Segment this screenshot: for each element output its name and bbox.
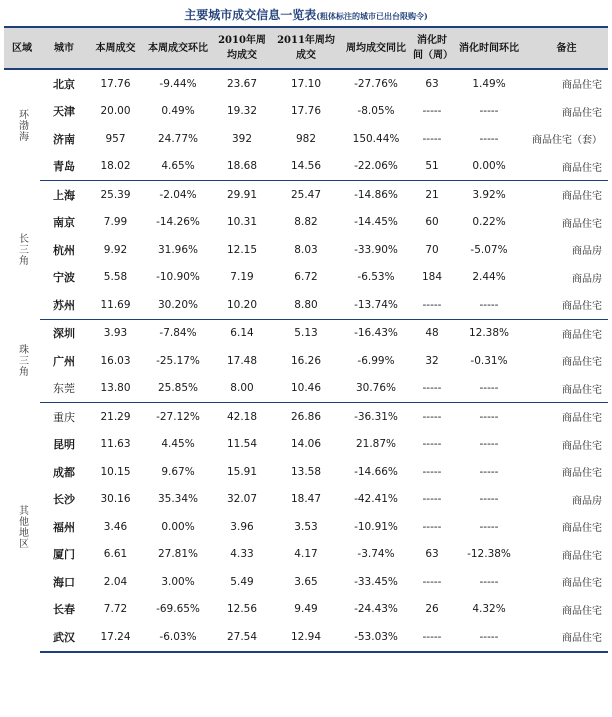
weekly-volume-cell: 11.69 xyxy=(88,291,143,319)
weekly-change-cell: -14.26% xyxy=(156,216,200,229)
absorption-change-cell: ----- xyxy=(479,105,499,118)
avg-2010-cell: 12.15 xyxy=(226,243,258,256)
absorption-weeks-cell: ----- xyxy=(422,465,442,478)
yoy-cell: -6.53% xyxy=(357,271,395,284)
avg-2010-cell: 12.56 xyxy=(226,603,258,616)
weekly-change-cell: 31.96% xyxy=(157,243,199,256)
city-cell: 厦门 xyxy=(53,548,75,562)
avg-2010-cell: 29.91 xyxy=(226,188,258,201)
weekly-volume-cell: 957 xyxy=(105,132,126,145)
yoy-cell: -33.45% xyxy=(354,575,398,588)
table-row xyxy=(4,236,608,264)
avg-2011-cell: 8.80 xyxy=(271,291,341,319)
note-cell: 商品住宅 xyxy=(562,107,602,119)
absorption-weeks-cell: 63 xyxy=(425,77,439,90)
avg-2010-cell: 6.14 xyxy=(230,327,254,340)
note-cell: 商品住宅 xyxy=(562,523,602,535)
weekly-change-cell: 27.81% xyxy=(157,548,199,561)
avg-2010-cell: 392 xyxy=(231,132,253,145)
region-label: 环渤海 xyxy=(16,108,28,142)
avg-2011-cell: 5.13 xyxy=(294,327,318,340)
weekly-volume-cell: 30.16 xyxy=(100,493,131,506)
city-cell: 昆明 xyxy=(53,438,75,452)
avg-2011-cell: 14.06 xyxy=(290,438,322,451)
weekly-volume-cell: 5.58 xyxy=(103,271,128,284)
table-row xyxy=(4,98,608,126)
weekly-volume-cell: 3.46 xyxy=(103,520,128,533)
region-label: 长三角 xyxy=(16,233,28,267)
absorption-change-cell: 0.22% xyxy=(472,216,506,229)
table-row xyxy=(4,458,608,486)
table-title xyxy=(0,6,612,23)
table-row xyxy=(4,264,608,292)
absorption-weeks-cell: 63 xyxy=(425,548,439,561)
yoy-cell: -8.05% xyxy=(357,105,395,118)
city-cell: 长春 xyxy=(53,603,75,617)
header-weekly-change: 本周成交环比 xyxy=(143,27,213,69)
weekly-volume-cell: 6.61 xyxy=(103,548,128,561)
city-cell: 东莞 xyxy=(40,375,88,403)
table-body xyxy=(4,69,608,652)
yoy-cell: -24.43% xyxy=(354,603,398,616)
note-cell: 商品住宅 xyxy=(562,329,602,341)
table-row xyxy=(4,291,608,319)
yoy-cell: -13.74% xyxy=(341,291,411,319)
avg-2011-cell: 3.53 xyxy=(294,520,318,533)
region-label: 珠三角 xyxy=(16,344,28,378)
absorption-weeks-cell: ----- xyxy=(411,291,453,319)
yoy-cell: -22.06% xyxy=(341,153,411,181)
note-cell: 商品房 xyxy=(572,273,602,285)
absorption-weeks-cell: ----- xyxy=(422,105,442,118)
absorption-weeks-cell: ----- xyxy=(411,623,453,652)
weekly-volume-cell: 11.63 xyxy=(100,438,131,451)
avg-2010-cell: 11.54 xyxy=(226,438,258,451)
city-cell: 宁波 xyxy=(53,271,75,285)
note-cell: 商品房 xyxy=(572,495,602,507)
absorption-weeks-cell: ----- xyxy=(422,575,442,588)
avg-2010-cell: 23.67 xyxy=(226,77,258,90)
city-cell: 杭州 xyxy=(53,243,75,257)
table-row xyxy=(4,181,608,209)
weekly-change-cell: -9.44% xyxy=(159,77,197,90)
weekly-change-cell: 25.85% xyxy=(143,375,213,403)
header-2011-avg: 2011年周均成交 xyxy=(271,27,341,69)
city-cell: 广州 xyxy=(53,354,75,368)
note-cell: 商品住宅 xyxy=(562,550,602,562)
avg-2011-cell: 9.49 xyxy=(294,603,318,616)
note-cell: 商品住宅 xyxy=(562,357,602,369)
yoy-cell: -3.74% xyxy=(357,548,395,561)
weekly-volume-cell: 7.99 xyxy=(103,216,128,229)
weekly-change-cell: -27.12% xyxy=(156,410,200,423)
absorption-change-cell: 2.44% xyxy=(472,271,506,284)
city-cell: 福州 xyxy=(53,520,75,534)
yoy-cell: 21.87% xyxy=(355,438,397,451)
note-cell: 商品住宅 xyxy=(562,413,602,425)
avg-2010-cell: 18.68 xyxy=(213,153,271,181)
absorption-weeks-cell: ----- xyxy=(422,410,442,423)
header-weekly-volume: 本周成交 xyxy=(88,27,143,69)
avg-2011-cell: 6.72 xyxy=(294,271,318,284)
title-text: 主要城市成交信息一览表 xyxy=(184,8,317,22)
table-row xyxy=(4,319,608,347)
avg-2010-cell: 27.54 xyxy=(213,623,271,652)
absorption-change-cell: 0.00% xyxy=(453,153,525,181)
weekly-change-cell: -69.65% xyxy=(156,603,200,616)
table-row xyxy=(4,623,608,652)
table-row xyxy=(4,69,608,98)
avg-2011-cell: 26.86 xyxy=(290,410,322,423)
note-cell: 商品住宅 xyxy=(525,291,608,319)
yoy-cell: -36.31% xyxy=(354,410,398,423)
note-cell: 商品住宅 xyxy=(562,80,602,92)
title-note: (粗体标注的城市已出台限购令) xyxy=(316,11,428,21)
avg-2011-cell: 17.76 xyxy=(290,105,322,118)
weekly-volume-cell: 7.72 xyxy=(103,603,128,616)
city-cell: 北京 xyxy=(53,77,75,91)
avg-2010-cell: 19.32 xyxy=(226,105,258,118)
city-cell: 天津 xyxy=(53,105,75,119)
yoy-cell: -16.43% xyxy=(354,327,398,340)
absorption-change-cell: 3.92% xyxy=(472,188,506,201)
weekly-change-cell: -10.90% xyxy=(156,271,200,284)
absorption-change-cell: ----- xyxy=(479,520,499,533)
weekly-change-cell: 3.00% xyxy=(161,575,195,588)
absorption-change-cell: ----- xyxy=(479,132,499,145)
absorption-change-cell: -12.38% xyxy=(467,548,511,561)
table-row xyxy=(4,541,608,569)
city-cell: 深圳 xyxy=(53,327,75,341)
note-cell: 商品住宅 xyxy=(525,375,608,403)
avg-2011-cell: 4.17 xyxy=(294,548,318,561)
absorption-weeks-cell: 70 xyxy=(425,243,439,256)
avg-2010-cell: 8.00 xyxy=(213,375,271,403)
weekly-volume-cell: 10.15 xyxy=(100,465,131,478)
avg-2010-cell: 7.19 xyxy=(230,271,254,284)
absorption-weeks-cell: 184 xyxy=(421,271,443,284)
weekly-volume-cell: 3.93 xyxy=(103,327,128,340)
header-city: 城市 xyxy=(40,27,88,69)
weekly-change-cell: -6.03% xyxy=(143,623,213,652)
note-cell: 商品住宅 xyxy=(525,153,608,181)
absorption-weeks-cell: ----- xyxy=(422,438,442,451)
note-cell: 商品住宅 xyxy=(562,191,602,203)
avg-2011-cell: 16.26 xyxy=(290,354,322,367)
absorption-change-cell: ----- xyxy=(453,375,525,403)
avg-2010-cell: 5.49 xyxy=(230,575,254,588)
weekly-change-cell: 0.49% xyxy=(161,105,195,118)
weekly-change-cell: 30.20% xyxy=(143,291,213,319)
avg-2010-cell: 15.91 xyxy=(226,465,258,478)
weekly-change-cell: 9.67% xyxy=(161,465,195,478)
yoy-cell: -33.90% xyxy=(354,243,398,256)
avg-2010-cell: 10.31 xyxy=(226,216,258,229)
absorption-weeks-cell: 26 xyxy=(425,603,439,616)
yoy-cell: 30.76% xyxy=(341,375,411,403)
header-note: 备注 xyxy=(525,27,608,69)
weekly-change-cell: -25.17% xyxy=(156,354,200,367)
avg-2011-cell: 8.82 xyxy=(294,216,318,229)
note-cell: 商品住宅 xyxy=(562,440,602,452)
avg-2010-cell: 32.07 xyxy=(226,493,258,506)
table-row xyxy=(4,596,608,624)
note-cell: 商品住宅 xyxy=(562,578,602,590)
avg-2011-cell: 18.47 xyxy=(290,493,322,506)
note-cell: 商品房 xyxy=(572,246,602,258)
city-transactions-table xyxy=(4,26,608,653)
table-row xyxy=(4,347,608,375)
yoy-cell: -53.03% xyxy=(341,623,411,652)
avg-2011-cell: 982 xyxy=(295,132,317,145)
header-region: 区域 xyxy=(4,27,40,69)
note-cell: 商品住宅 xyxy=(562,468,602,480)
absorption-weeks-cell: 48 xyxy=(425,327,439,340)
weekly-volume-cell: 17.24 xyxy=(88,623,143,652)
weekly-volume-cell: 2.04 xyxy=(103,575,128,588)
avg-2011-cell: 12.94 xyxy=(271,623,341,652)
absorption-change-cell: ----- xyxy=(453,623,525,652)
absorption-change-cell: ----- xyxy=(479,493,499,506)
yoy-cell: 150.44% xyxy=(352,132,400,145)
table-row xyxy=(4,209,608,237)
avg-2010-cell: 3.96 xyxy=(230,520,254,533)
yoy-cell: -14.45% xyxy=(354,216,398,229)
table-row xyxy=(4,486,608,514)
city-cell: 青岛 xyxy=(40,153,88,181)
note-cell: 商品住宅 xyxy=(525,623,608,652)
city-cell: 济南 xyxy=(53,132,75,146)
absorption-weeks-cell: 32 xyxy=(425,354,439,367)
yoy-cell: -42.41% xyxy=(354,493,398,506)
weekly-volume-cell: 25.39 xyxy=(100,188,131,201)
avg-2010-cell: 10.20 xyxy=(213,291,271,319)
absorption-change-cell: ----- xyxy=(479,438,499,451)
weekly-volume-cell: 17.76 xyxy=(100,77,131,90)
absorption-weeks-cell: 51 xyxy=(411,153,453,181)
weekly-volume-cell: 13.80 xyxy=(88,375,143,403)
table-row xyxy=(4,513,608,541)
weekly-change-cell: 0.00% xyxy=(161,520,195,533)
absorption-change-cell: ----- xyxy=(479,465,499,478)
avg-2010-cell: 4.33 xyxy=(230,548,254,561)
avg-2010-cell: 17.48 xyxy=(226,354,258,367)
weekly-volume-cell: 9.92 xyxy=(103,243,128,256)
table-row xyxy=(4,403,608,431)
note-cell: 商品住宅（套） xyxy=(532,135,602,147)
absorption-change-cell: -0.31% xyxy=(470,354,508,367)
weekly-change-cell: 35.34% xyxy=(157,493,199,506)
avg-2011-cell: 14.56 xyxy=(271,153,341,181)
city-cell: 成都 xyxy=(53,465,75,479)
absorption-change-cell: ----- xyxy=(479,575,499,588)
weekly-volume-cell: 20.00 xyxy=(100,105,131,118)
weekly-change-cell: 24.77% xyxy=(157,132,199,145)
absorption-weeks-cell: ----- xyxy=(422,493,442,506)
weekly-change-cell: -2.04% xyxy=(159,188,197,201)
header-absorption-weeks: 消化时间（周） xyxy=(411,27,453,69)
note-cell: 商品住宅 xyxy=(562,218,602,230)
avg-2011-cell: 10.46 xyxy=(271,375,341,403)
city-cell: 武汉 xyxy=(40,623,88,652)
absorption-change-cell: -5.07% xyxy=(470,243,508,256)
table-row xyxy=(4,568,608,596)
avg-2011-cell: 25.47 xyxy=(290,188,322,201)
avg-2011-cell: 13.58 xyxy=(290,465,322,478)
absorption-weeks-cell: ----- xyxy=(411,375,453,403)
absorption-weeks-cell: ----- xyxy=(422,520,442,533)
table-row xyxy=(4,153,608,181)
avg-2011-cell: 17.10 xyxy=(290,77,322,90)
city-cell: 南京 xyxy=(53,216,75,230)
weekly-change-cell: 4.65% xyxy=(143,153,213,181)
absorption-weeks-cell: 21 xyxy=(425,188,439,201)
note-cell: 商品住宅 xyxy=(562,605,602,617)
yoy-cell: -14.66% xyxy=(354,465,398,478)
yoy-cell: -6.99% xyxy=(357,354,395,367)
weekly-volume-cell: 18.02 xyxy=(88,153,143,181)
header-row xyxy=(4,27,608,69)
city-cell: 上海 xyxy=(53,188,75,202)
avg-2010-cell: 42.18 xyxy=(226,410,258,423)
absorption-change-cell: ----- xyxy=(479,410,499,423)
table-row xyxy=(4,125,608,153)
absorption-weeks-cell: 60 xyxy=(425,216,439,229)
yoy-cell: -27.76% xyxy=(354,77,398,90)
avg-2011-cell: 3.65 xyxy=(294,575,318,588)
table-row xyxy=(4,431,608,459)
yoy-cell: -14.86% xyxy=(354,188,398,201)
region-label: 其他地区 xyxy=(16,505,28,549)
weekly-change-cell: -7.84% xyxy=(159,327,197,340)
header-yoy: 周均成交同比 xyxy=(341,27,411,69)
absorption-change-cell: 1.49% xyxy=(472,77,506,90)
city-cell: 重庆 xyxy=(53,410,75,424)
table-row xyxy=(4,375,608,403)
absorption-change-cell: 4.32% xyxy=(472,603,506,616)
city-cell: 长沙 xyxy=(53,493,75,507)
yoy-cell: -10.91% xyxy=(354,520,398,533)
weekly-volume-cell: 21.29 xyxy=(100,410,131,423)
header-absorption-change: 消化时间环比 xyxy=(453,27,525,69)
absorption-weeks-cell: ----- xyxy=(422,132,442,145)
city-cell: 海口 xyxy=(53,575,75,589)
avg-2011-cell: 8.03 xyxy=(294,243,318,256)
weekly-volume-cell: 16.03 xyxy=(100,354,131,367)
absorption-change-cell: ----- xyxy=(453,291,525,319)
city-cell: 苏州 xyxy=(40,291,88,319)
header-2010-avg: 2010年周均成交 xyxy=(213,27,271,69)
weekly-change-cell: 4.45% xyxy=(161,438,195,451)
absorption-change-cell: 12.38% xyxy=(468,327,510,340)
